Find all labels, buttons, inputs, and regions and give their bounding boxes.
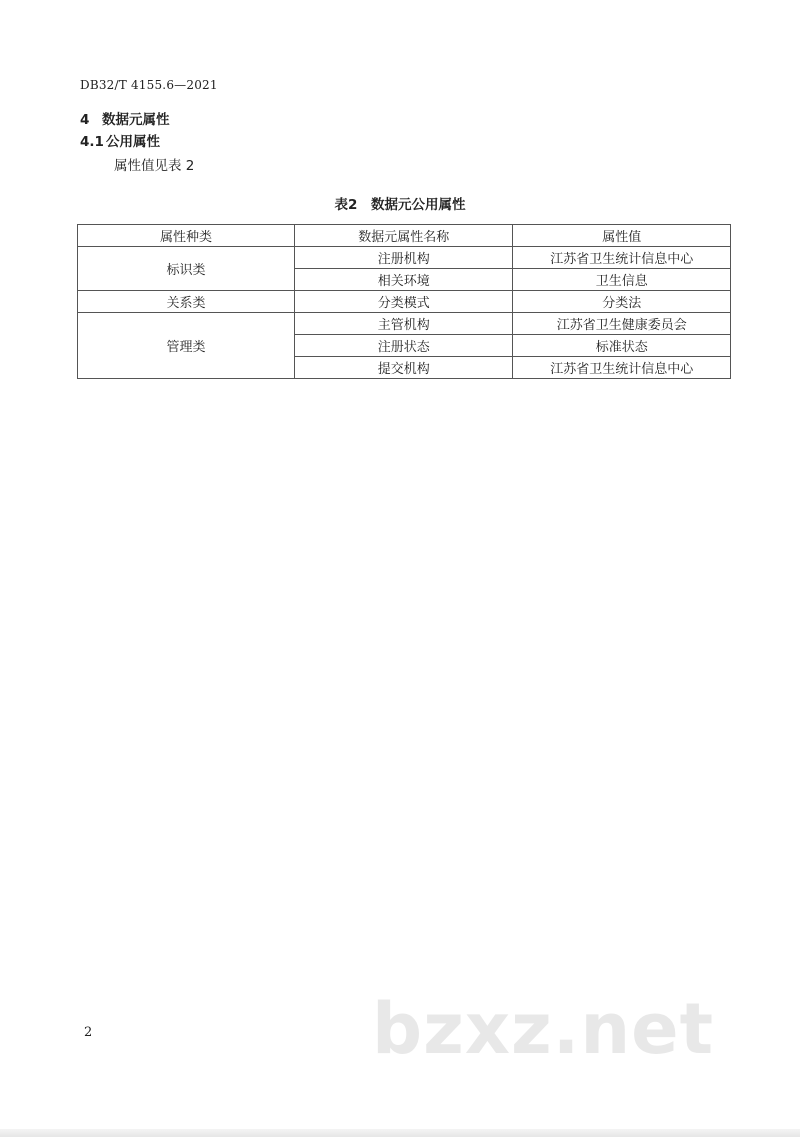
- section-number: 4: [80, 112, 90, 128]
- table-row: [78, 247, 731, 269]
- table-row: [78, 291, 731, 313]
- column-header: 属性种类: [78, 225, 295, 247]
- category-cell: 管理类: [78, 313, 295, 379]
- column-header: 属性值: [513, 225, 731, 247]
- page-bottom-edge: [0, 1129, 800, 1137]
- table-caption: 表2 数据元公用属性: [334, 197, 466, 213]
- attribute-name-cell: 提交机构: [295, 357, 513, 379]
- category-cell: 标识类: [78, 247, 295, 291]
- attribute-name-cell: 相关环境: [295, 269, 513, 291]
- attribute-table: [77, 224, 731, 379]
- attribute-value-cell: 江苏省卫生健康委员会: [513, 313, 731, 335]
- document-code: DB32/T 4155.6—2021: [80, 78, 218, 92]
- watermark: bzxz.net: [372, 988, 715, 1070]
- attribute-value-cell: 江苏省卫生统计信息中心: [513, 357, 731, 379]
- table-row: [78, 313, 731, 335]
- section-number: 4.1: [80, 134, 104, 150]
- attribute-name-cell: 注册状态: [295, 335, 513, 357]
- body-paragraph: 属性值见表 2: [114, 158, 195, 174]
- section-title: 数据元属性: [102, 112, 170, 128]
- section-heading-4-1: [80, 130, 160, 150]
- attribute-value-cell: 分类法: [513, 291, 731, 313]
- section-heading-4: [80, 108, 170, 128]
- attribute-value-cell: 江苏省卫生统计信息中心: [513, 247, 731, 269]
- category-cell: 关系类: [78, 291, 295, 313]
- column-header: 数据元属性名称: [295, 225, 513, 247]
- section-title: 公用属性: [106, 134, 160, 150]
- page-number: 2: [84, 1025, 93, 1040]
- attribute-name-cell: 注册机构: [295, 247, 513, 269]
- attribute-name-cell: 主管机构: [295, 313, 513, 335]
- attribute-value-cell: 标准状态: [513, 335, 731, 357]
- attribute-name-cell: 分类模式: [295, 291, 513, 313]
- attribute-value-cell: 卫生信息: [513, 269, 731, 291]
- table-header-row: [78, 225, 731, 247]
